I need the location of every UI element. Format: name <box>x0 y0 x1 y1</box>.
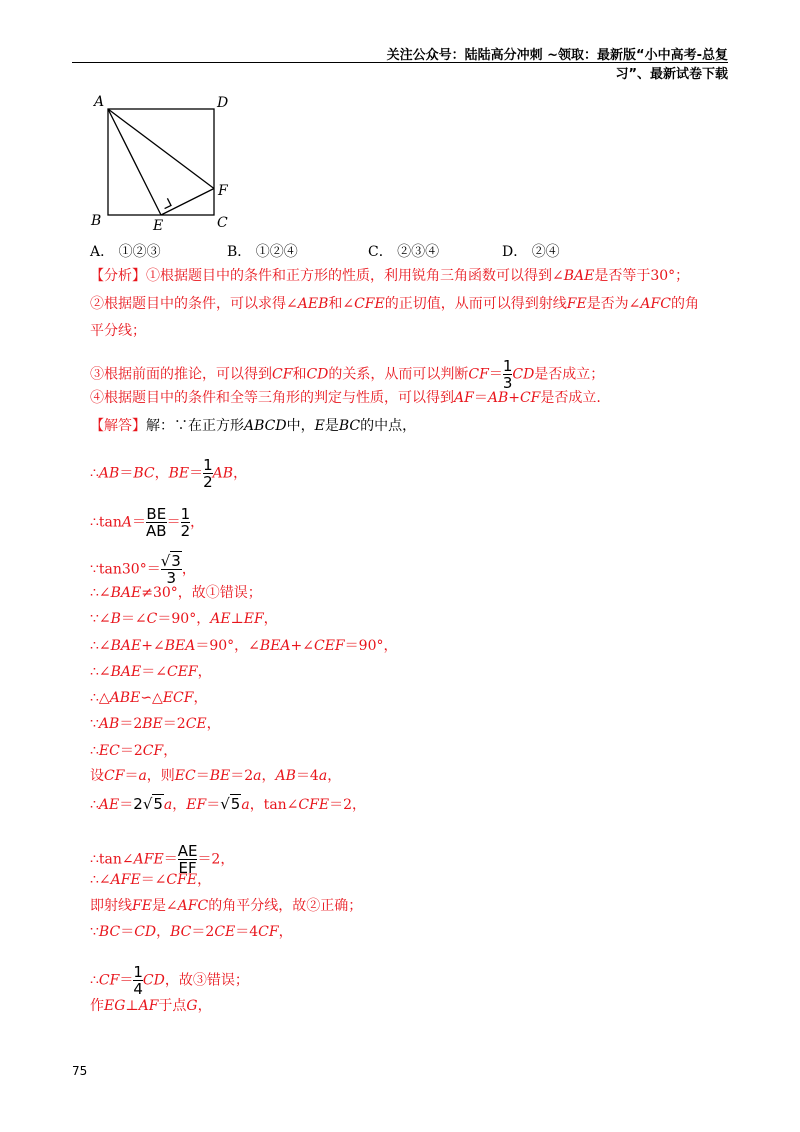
label-b: B <box>91 213 102 229</box>
solution-line-16: 即射线FE是∠AFC的角平分线，故②正确； <box>90 898 363 914</box>
analysis-line-1: 【分析】①根据题目中的条件和正方形的性质，利用锐角三角函数可以得到∠BAE是否等于30°； <box>90 268 690 284</box>
solution-line-13: ∴AE＝2√5a，EF＝√5a，tan∠CFE＝2， <box>90 795 366 813</box>
solution-line-7: ∴∠BAE+∠BEA＝90°，∠BEA+∠CEF＝90°， <box>90 638 398 654</box>
solution-line-18: ∴CF＝ $\frac{1}{4}$ CD，故③错误； <box>90 963 249 998</box>
solution-line-10: ∵AB＝2BE＝2CE， <box>90 716 221 732</box>
analysis-line-2: ②根据题目中的条件，可以求得∠AEB和∠CFE的正切值，从而可以得到射线FE是否为∠AFC的角 <box>90 296 699 312</box>
analysis-line-4: ③根据前面的推论，可以得到CF和CD的关系，从而可以判断CF＝ $\frac{1}{3}$ CD是否成立； <box>90 357 605 392</box>
solution-line-4: ∵tan30°＝ $\frac{√3}{3}$ ， <box>90 552 196 587</box>
solution-line-15: ∴∠AFE＝∠CFE， <box>90 872 212 888</box>
expr-sqrt5: √5 <box>220 795 241 813</box>
right-angle-mark <box>165 198 171 208</box>
square-figure <box>88 92 248 232</box>
solution-line-11: ∴EC＝2CF， <box>90 743 178 759</box>
fraction-one-third: $\frac{1}{3}$ <box>502 357 513 392</box>
solution-line-6: ∵∠B＝∠C＝90°，AE⊥EF， <box>90 611 278 627</box>
page-number: 75 <box>72 1064 88 1078</box>
solution-line-5: ∴∠BAE≠30°，故①错误； <box>90 585 262 601</box>
solution-line-3: ∴tanA＝ $\frac{BE}{AB}$ ＝ $\frac{1}{2}$ ， <box>90 505 205 540</box>
fraction-one-quarter: $\frac{1}{4}$ <box>133 963 143 998</box>
solution-line-2: ∴AB＝BC，BE＝ $\frac{1}{2}$ AB， <box>90 456 248 491</box>
fraction-be-over-ab: $\frac{BE}{AB}$ <box>146 505 167 540</box>
expr-2-sqrt5: 2√5 <box>133 795 163 813</box>
header-rule <box>72 62 728 63</box>
label-e: E <box>153 218 164 232</box>
segment-ae <box>108 109 161 215</box>
fraction-one-half-2: $\frac{1}{2}$ <box>180 505 191 540</box>
solution-line-8: ∴∠BAE＝∠CEF， <box>90 664 212 680</box>
option-d: D． ②④ <box>502 244 560 260</box>
analysis-line-5: ④根据题目中的条件和全等三角形的判定与性质，可以得到AF＝AB+CF是否成立. <box>90 390 601 406</box>
solution-line-12: 设CF＝a，则EC＝BE＝2a，AB＝4a， <box>90 768 342 784</box>
solution-line-17: ∵BC＝CD，BC＝2CE＝4CF， <box>90 924 293 940</box>
option-b: B． ①②④ <box>227 244 298 260</box>
option-c: C． ②③④ <box>368 244 440 260</box>
square-abcd <box>108 109 214 215</box>
page-header: 关注公众号：陆陆高分冲刺 ~领取：最新版“小中高考-总复习”、最新试卷下载 <box>386 48 728 82</box>
segment-af <box>108 109 214 189</box>
solution-line-1: 【解答】解：∵在正方形ABCD中，E是BC的中点， <box>90 418 417 434</box>
solution-line-14: ∴tan∠AFE＝ $\frac{AE}{EF}$ ＝2， <box>90 842 235 877</box>
solution-line-19: 作EG⊥AF于点G， <box>90 998 212 1014</box>
solution-line-9: ∴△ABE∽△ECF， <box>90 690 208 706</box>
option-a: A． ①②③ <box>90 244 161 260</box>
analysis-line-3: 平分线； <box>90 323 146 339</box>
fraction-ae-over-ef: $\frac{AE}{EF}$ <box>177 842 198 877</box>
label-a: A <box>94 94 105 110</box>
label-c: C <box>217 215 228 231</box>
label-d: D <box>217 95 229 111</box>
label-f: F <box>218 183 228 199</box>
fraction-sqrt3-over-3: $\frac{√3}{3}$ <box>160 552 181 587</box>
fraction-one-half: $\frac{1}{2}$ <box>203 456 213 491</box>
answer-options <box>90 241 730 261</box>
